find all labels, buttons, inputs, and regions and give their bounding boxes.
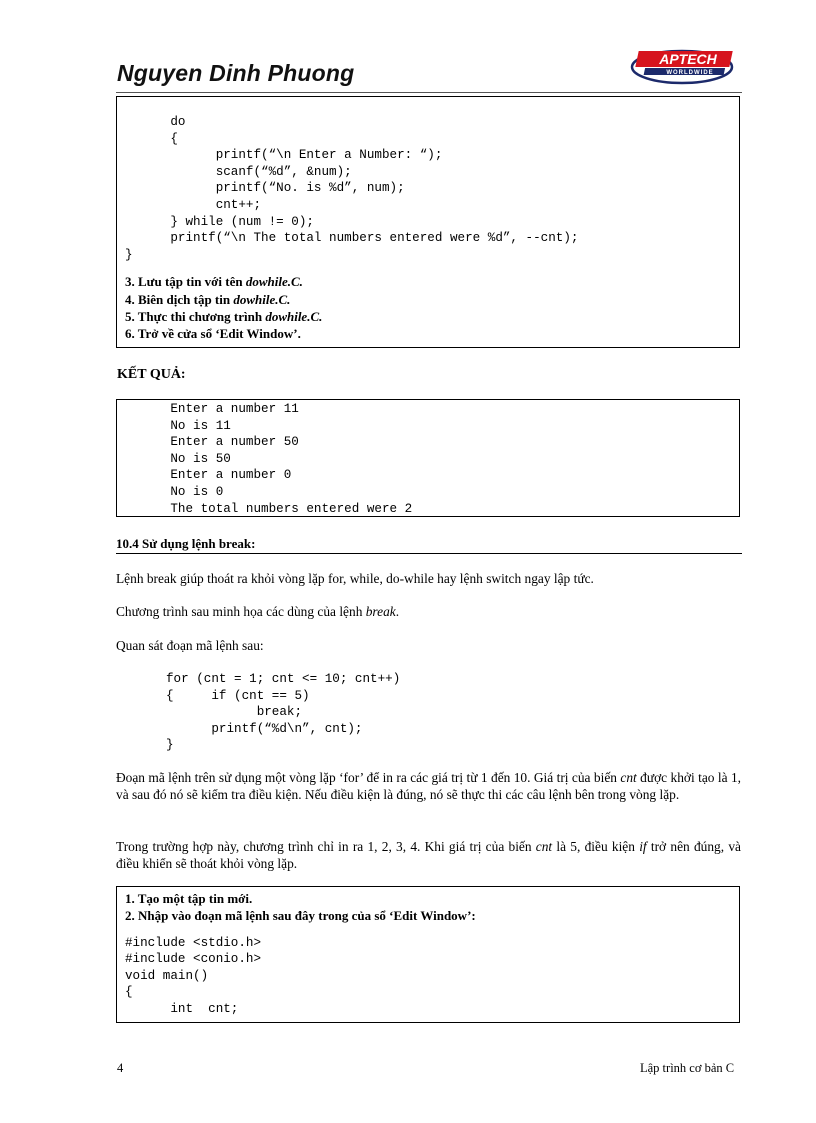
logo-subtext: WORLDWIDE xyxy=(666,70,714,76)
page-number: 4 xyxy=(117,1061,124,1075)
paragraph-explanation: Đoạn mã lệnh trên sử dụng một vòng lặp ‘for’ để in ra các giá trị từ 1 đến 10. Giá trị của biến cnt được khởi tạo là 1, và sau đó nó sẽ kiểm tra điều kiện. Nếu điều kiện là đúng, nó sẽ thực thi các câu lệnh bên trong vòng lặp. xyxy=(116,770,741,802)
footer-course-title: Lập trình cơ bản C xyxy=(640,1061,735,1075)
step-2: 2. Nhập vào đoạn mã lệnh sau đây trong của sổ ‘Edit Window’: xyxy=(125,908,476,924)
paragraph-break-intro: Lệnh break giúp thoát ra khỏi vòng lặp for, while, do-while hay lệnh switch ngay lập tức. xyxy=(116,571,594,586)
author-name: Nguyen Dinh Phuong xyxy=(117,60,355,86)
steps-list xyxy=(125,273,739,342)
step-6: 6. Trở về cửa sổ ‘Edit Window’. xyxy=(125,326,301,342)
steps-list-2 xyxy=(125,890,739,925)
break-program-code: #include <stdio.h> #include <conio.h> void main() { int cnt; xyxy=(125,935,262,1016)
logo-text: APTECH xyxy=(659,51,717,67)
aptech-logo xyxy=(630,45,736,85)
step-5: 5. Thực thi chương trình dowhile.C. xyxy=(125,308,323,324)
dowhile-code: do { printf(“\n Enter a Number: “); scanf(“%d”, &num); printf(“No. is %d”, num); cnt++; } while (num != 0); printf(“\n The total numbers entered were %d”, --cnt); } xyxy=(125,115,579,262)
program-output: Enter a number 11 No is 11 Enter a number 50 No is 50 Enter a number 0 No is 0 The total numbers entered were 2 xyxy=(170,402,413,516)
step-1: 1. Tạo một tập tin mới. xyxy=(125,891,253,906)
result-heading: KẾT QUẢ: xyxy=(117,367,186,382)
header-divider xyxy=(116,92,742,93)
output-box xyxy=(116,399,740,517)
paragraph-result: Trong trường hợp này, chương trình chỉ in ra 1, 2, 3, 4. Khi giá trị của biến cnt là 5, điều kiện if trở nên đúng, và điều khiển sẽ thoát khỏi vòng lặp. xyxy=(116,839,741,871)
paragraph-break-demo: Chương trình sau minh họa các dùng của lệnh break. xyxy=(116,604,400,619)
break-code-snippet: for (cnt = 1; cnt <= 10; cnt++) { if (cnt == 5) break; printf(“%d\n”, cnt); } xyxy=(166,672,401,753)
paragraph-observe: Quan sát đoạn mã lệnh sau: xyxy=(116,638,264,653)
step-4: 4. Biên dịch tập tin dowhile.C. xyxy=(125,291,291,307)
code-box-dowhile xyxy=(116,96,740,348)
section-title: 10.4 Sử dụng lệnh break: xyxy=(116,536,742,554)
step-3: 3. Lưu tập tin với tên dowhile.C. xyxy=(125,274,303,290)
code-box-break xyxy=(116,886,740,1023)
